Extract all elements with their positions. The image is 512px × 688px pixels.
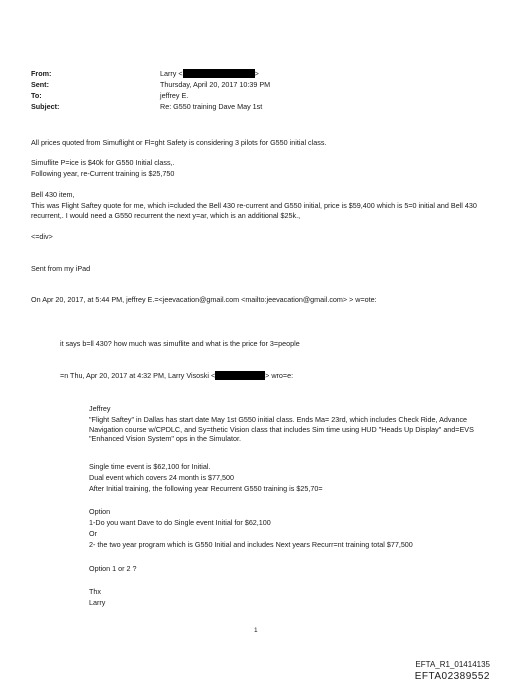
from-tail: > (254, 69, 259, 78)
paragraph-bell-quote: This was Flight Saftey quote for me, which i=cluded the Bell 430 re-current and G550 initial, price is $59,400 which is 5=0 initial and Bell 430 recurrent,. I would need a G550 recurrent the next y=ar, which is an additional $25k., (31, 201, 477, 220)
thx-line: Thx (89, 587, 101, 596)
paragraph-flight-safety: "Flight Saftey" in Dallas has start date May 1st G550 initial class. Ends Ma= 23rd, which includes Check Ride, Advance Navigation course w/CPDLC, and Sy=thetic Vision class that includes Sim time using HUD "Heads Up Display" and=EVS "Enhanced Vision System" ops in the Simulator. (89, 415, 474, 443)
greeting-jeffrey: Jeffrey (89, 404, 111, 413)
page-number: 1 (254, 627, 258, 634)
document-id-2: EFTA02389552 (414, 671, 490, 682)
paragraph-recurrent: Following year, re-Current training is $25,750 (31, 169, 175, 178)
sent-label: Sent: (31, 80, 49, 89)
sent-from-line: Sent from my iPad (31, 264, 91, 273)
option-2-line: 2- the two year program which is G550 Initial and includes Next years Recurr=nt training total $77,500 (89, 540, 413, 549)
quoted-header-line: On Apr 20, 2017, at 5:44 PM, jeffrey E.=<jeevacation@gmail.com <mailto:jeevacation@gmail.com> > w=ote: (31, 295, 377, 304)
or-line: Or (89, 529, 97, 538)
dual-event-line: Dual event which covers 24 month is $77,500 (89, 473, 235, 482)
option-heading: Option (89, 507, 111, 516)
quoted-header-post: > wro=e: (265, 371, 294, 380)
option-question: Option 1 or 2 ? (89, 564, 137, 573)
redaction-box (183, 69, 255, 78)
quoted-header-pre: =n Thu, Apr 20, 2017 at 4:32 PM, Larry Visoski < (60, 371, 216, 380)
subject-value: Re: G550 training Dave May 1st (160, 102, 263, 111)
from-name: Larry < (160, 69, 183, 78)
quoted-header-line-2 (60, 371, 293, 381)
signature-larry: Larry (89, 598, 106, 607)
paragraph-simuflite-price: Simuflite P=ice is $40k for G550 Initial class,. (31, 158, 175, 167)
after-initial-line: After Initial training, the following year Recurrent G550 training is $25,70= (89, 484, 323, 493)
div-tag-text: <=div> (31, 232, 53, 241)
from-label: From: (31, 69, 52, 78)
paragraph-bell-item: Bell 430 item, (31, 190, 75, 199)
sent-value: Thursday, April 20, 2017 10:39 PM (160, 80, 271, 89)
to-value: jeffrey E. (160, 91, 189, 100)
paragraph-prices: All prices quoted from Simuflight or Fl=ght Safety is considering 3 pilots for G550 initial class. (31, 138, 327, 147)
single-event-line: Single time event is $62,100 for Initial. (89, 462, 211, 471)
document-id-1: EFTA_R1_01414135 (415, 660, 490, 669)
redaction-box-2 (215, 371, 265, 380)
from-value (160, 69, 259, 79)
option-1-line: 1-Do you want Dave to do Single event Initial for $62,100 (89, 518, 271, 527)
subject-label: Subject: (31, 102, 60, 111)
to-label: To: (31, 91, 42, 100)
question-line: it says b=ll 430? how much was simuflite and what is the price for 3=people (60, 339, 300, 348)
